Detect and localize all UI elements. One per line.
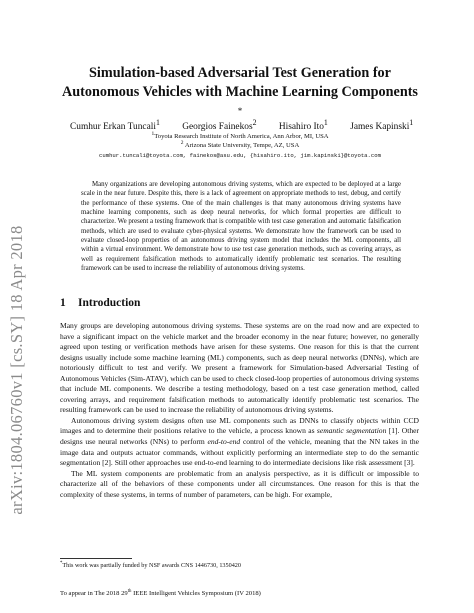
- paragraph: The ML system components are problematic from an analysis perspective, as it is difficult or impossible to characterize all of the behaviors of these components under all circumstances. One reason for this is that the complexity of these systems, in terms of number of parameters, can be high. For example,: [60, 468, 419, 499]
- paragraph: Many groups are developing autonomous driving systems. These systems are on the road now and are expected to have a significant impact on the vehicle market and the broader economy in the near future; however, no generally agreed upon testing or verification methods have arisen for these systems. One reason for this is that the current designs usually include some machine learning (ML) components, such as deep neural networks (DNNs), which are notoriously difficult to test and verify. We present a framework for Simulation-based Adversarial Testing of Autonomous Vehicles (Sim-ATAV), which can be used to check closed-loop properties of autonomous driving systems that include ML components. We describe a testing methodology, based on a test case generation method, called covering arrays, and requirement falsification methods to automatically identify problematic test scenarios. The resulting framework can be used to increase the reliability of autonomous driving systems.: [60, 321, 419, 415]
- title-footnote-mark: *: [237, 106, 243, 116]
- title-text: Simulation-based Adversarial Test Generation for Autonomous Vehicles with Machine Learning Components: [62, 65, 418, 100]
- paper-title: [60, 64, 420, 126]
- venue-note: To appear in The 2018 29th IEEE Intelligent Vehicles Symposium (IV 2018): [60, 589, 261, 598]
- abstract-text: Many organizations are developing autonomous driving systems, which are expected to be deployed at a large scale in the near future. Despite this, there is a lack of agreement on appropriate methods to test, debug, and certify the performance of these systems. One of the main challenges is that many autonomous driving systems have machine learning components, such as deep neural networks, for which formal properties are difficult to characterize. We present a testing framework that is compatible with test case generation and automatic falsification methods, which are used to evaluate cyber-physical systems. We demonstrate how the framework can be used to evaluate closed-loop properties of an autonomous driving system model that includes the ML components, all within a virtual environment. We demonstrate how to use test case generation methods, such as covering arrays, as well as requirement falsification methods to automatically identify problematic test scenarios. The resulting framework can be used to increase the reliability of autonomous driving systems.: [81, 181, 401, 273]
- section-title: Introduction: [78, 297, 141, 309]
- body-text: [60, 321, 419, 500]
- author: Hisahiro Ito$^1$: [278, 118, 328, 133]
- author: Cumhur Erkan Tuncali$^1$: [70, 118, 160, 133]
- affiliation: $^1$Toyota Research Institute of North America, Ann Arbor, MI, USA: [151, 131, 329, 141]
- author: Georgios Fainekos$^2$: [182, 118, 257, 133]
- paragraph: Autonomous driving system designs often use ML components such as DNNs to classify objects within CCD images and to determine their positions relative to the vehicle, a process known as semantic segmentation [1]. Other designs use neural networks (NNs) to perform end-to-end control of the vehicle, meaning that the NN takes in the image data and outputs actuator commands, without explicitly performing an intermediate step to do the semantic segmentation [2]. Still other approaches use end-to-end learning to do intermediate decisions like risk assessment [3].: [60, 415, 419, 468]
- footnote: *This work was partially funded by NSF awards CNS 1446730, 1350420: [60, 561, 241, 570]
- section-number: 1: [60, 297, 66, 309]
- footnote-rule: [60, 558, 132, 559]
- section-heading: [60, 297, 420, 309]
- abstract: [81, 180, 401, 273]
- author-emails: cumhur.tuncali@toyota.com, fainekos@asu.edu, {hisahiro.ito, jim.kapinski}@toyota.com: [99, 152, 381, 159]
- arxiv-side-stamp: [4, 200, 30, 540]
- affiliation: $^2$ Arizona State University, Tempe, AZ, USA: [180, 140, 300, 150]
- author: James Kapinski$^1$: [350, 118, 414, 133]
- arxiv-identifier: arXiv:1804.06760v1 [cs.SY] 18 Apr 2018: [7, 225, 26, 515]
